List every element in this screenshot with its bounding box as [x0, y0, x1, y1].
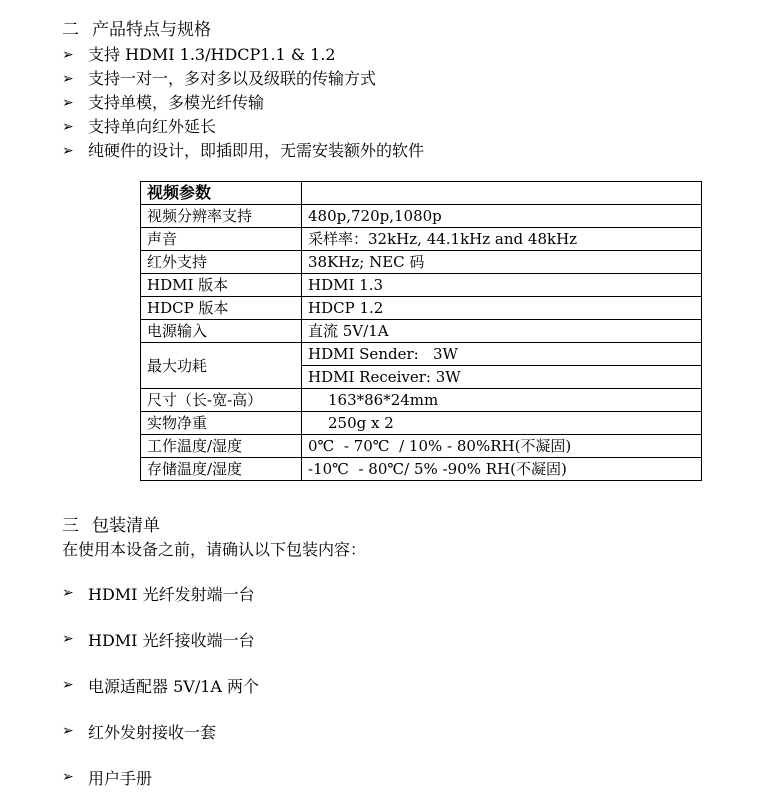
arrow-bullet-icon: ➢ — [62, 631, 74, 647]
arrow-bullet-icon: ➢ — [62, 769, 74, 785]
table-row — [141, 182, 702, 205]
list-item — [62, 115, 424, 139]
spec-key: HDCP 版本 — [141, 297, 302, 320]
list-item — [62, 570, 259, 616]
list-item — [62, 67, 424, 91]
feature-text: 支持 HDMI 1.3/HDCP1.1 & 1.2 — [88, 45, 336, 64]
arrow-bullet-icon: ➢ — [62, 71, 74, 87]
arrow-bullet-icon: ➢ — [62, 143, 74, 159]
spec-key: 尺寸（长-宽-高） — [141, 389, 302, 412]
package-item-text: 用户手册 — [88, 768, 153, 788]
spec-value: 163*86*24mm — [302, 389, 702, 412]
arrow-bullet-icon: ➢ — [62, 47, 74, 63]
package-list — [62, 570, 259, 800]
list-item — [62, 708, 259, 754]
table-row — [141, 274, 702, 297]
list-item — [62, 91, 424, 115]
table-row — [141, 251, 702, 274]
table-row — [141, 389, 702, 412]
section-3-title — [62, 516, 160, 536]
spec-value: HDCP 1.2 — [302, 297, 702, 320]
section-2-title — [62, 20, 211, 40]
table-row — [141, 320, 702, 343]
package-intro: 在使用本设备之前，请确认以下包装内容： — [62, 540, 367, 559]
spec-value: HDMI 1.3 — [302, 274, 702, 297]
spec-value: HDMI Sender: 3W — [302, 343, 702, 366]
table-row — [141, 228, 702, 251]
table-header-cell: 视频参数 — [141, 182, 302, 205]
package-item-text: 电源适配器 5V/1A 两个 — [88, 676, 260, 696]
table-row — [141, 343, 702, 366]
feature-text: 纯硬件的设计，即插即用，无需安装额外的软件 — [88, 141, 425, 160]
arrow-bullet-icon: ➢ — [62, 677, 74, 693]
package-item-text: 红外发射接收一套 — [88, 722, 217, 742]
spec-value: 480p,720p,1080p — [302, 205, 702, 228]
feature-text: 支持一对一，多对多以及级联的传输方式 — [88, 69, 377, 88]
spec-value: 0℃ - 70℃ / 10% - 80%RH(不凝固) — [302, 435, 702, 458]
list-item — [62, 43, 424, 67]
spec-key: 红外支持 — [141, 251, 302, 274]
spec-key: HDMI 版本 — [141, 274, 302, 297]
spec-value: 38KHz; NEC 码 — [302, 251, 702, 274]
spec-key: 最大功耗 — [141, 343, 302, 389]
package-item-text: HDMI 光纤接收端一台 — [88, 630, 255, 650]
spec-value: 采样率：32kHz, 44.1kHz and 48kHz — [302, 228, 702, 251]
arrow-bullet-icon: ➢ — [62, 119, 74, 135]
table-row — [141, 435, 702, 458]
spec-key: 电源输入 — [141, 320, 302, 343]
table-header-empty-cell — [302, 182, 702, 205]
section-2-heading: 产品特点与规格 — [92, 20, 211, 40]
package-item-text: HDMI 光纤发射端一台 — [88, 584, 255, 604]
spec-key: 实物净重 — [141, 412, 302, 435]
spec-table — [140, 181, 702, 481]
arrow-bullet-icon: ➢ — [62, 585, 74, 601]
table-row — [141, 412, 702, 435]
spec-key: 视频分辨率支持 — [141, 205, 302, 228]
list-item — [62, 139, 424, 163]
section-2-number: 二 — [62, 20, 79, 40]
section-3-number: 三 — [62, 516, 79, 536]
feature-text: 支持单模，多模光纤传输 — [88, 93, 265, 112]
table-row — [141, 458, 702, 481]
feature-text: 支持单向红外延长 — [88, 117, 217, 136]
list-item — [62, 754, 259, 800]
spec-value: -10℃ - 80℃/ 5% -90% RH(不凝固) — [302, 458, 702, 481]
table-row — [141, 297, 702, 320]
arrow-bullet-icon: ➢ — [62, 723, 74, 739]
table-row — [141, 205, 702, 228]
list-item — [62, 662, 259, 708]
arrow-bullet-icon: ➢ — [62, 95, 74, 111]
spec-value: 250g x 2 — [302, 412, 702, 435]
feature-list — [62, 43, 424, 163]
spec-value: 直流 5V/1A — [302, 320, 702, 343]
spec-key: 工作温度/湿度 — [141, 435, 302, 458]
spec-value: HDMI Receiver: 3W — [302, 366, 702, 389]
list-item — [62, 616, 259, 662]
spec-key: 声音 — [141, 228, 302, 251]
section-3-heading: 包装清单 — [92, 516, 160, 536]
spec-key: 存储温度/湿度 — [141, 458, 302, 481]
